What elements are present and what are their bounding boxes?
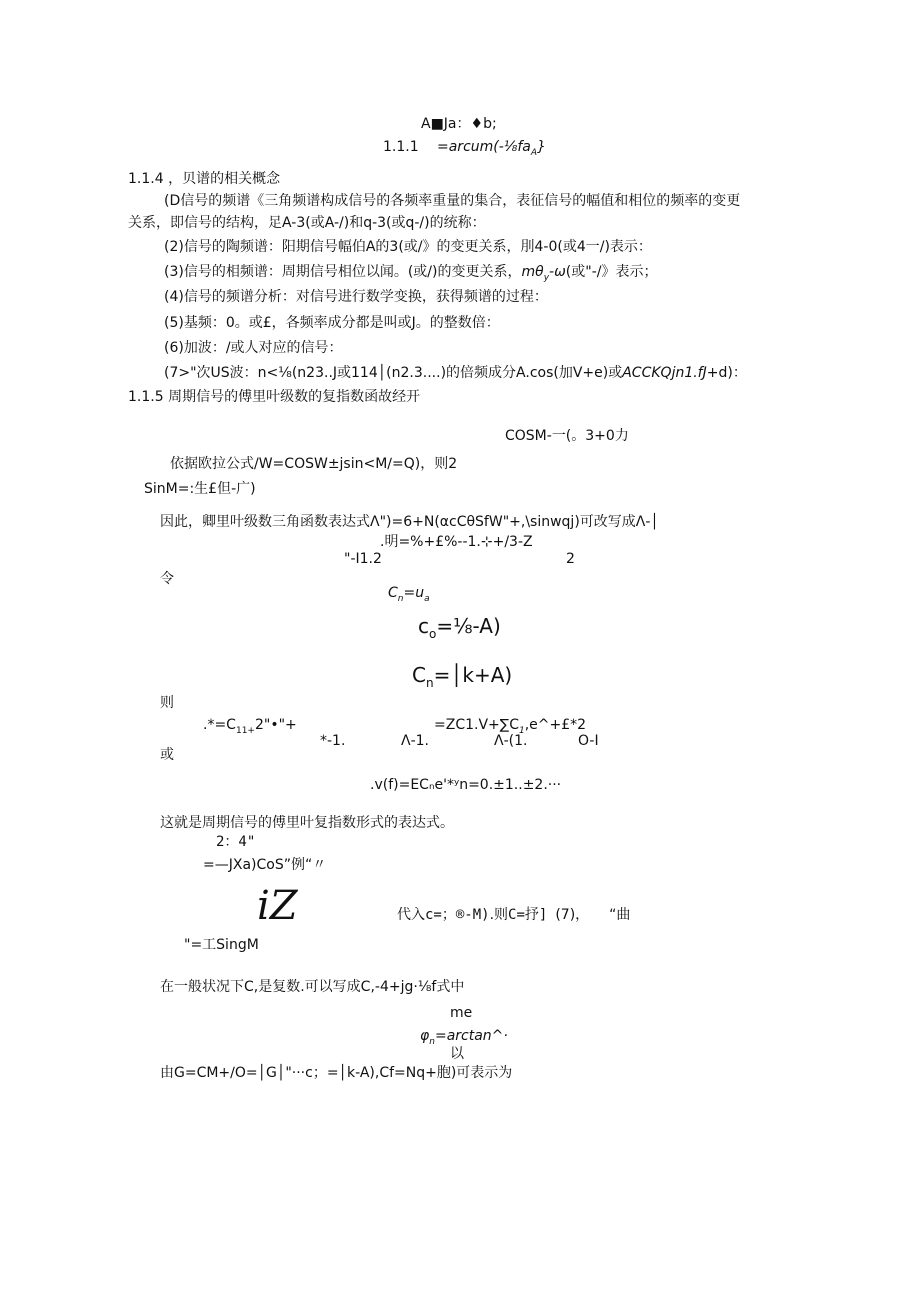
final-line: 由G=CM+∕O=│G│"···c；=│k-A),Cf=Nq+胞)可表示为 bbox=[160, 1065, 513, 1081]
section-heading-114: 1.1.4 ，贝谱的相关概念 bbox=[128, 171, 281, 187]
formula-sum-left: $.*=C_{11+}2"•"+$ bbox=[203, 717, 297, 736]
formula-fraction-top: 2：4" bbox=[216, 834, 256, 850]
fourier-rewrite-line: 因此，卿里叶级数三角函数表达式Λ")=6+N(αcCθSfW"+,\sinwqj)可改写成Λ-│ bbox=[160, 514, 659, 530]
formula-sum-index-1: *-1. bbox=[320, 733, 346, 749]
euler-line: 依据欧拉公式/W=COSW±jsin<M∕=Q)，则2 bbox=[170, 456, 458, 472]
let-label: 令 bbox=[160, 571, 174, 587]
formula-cn-un: $C_n=u_a$ bbox=[388, 585, 430, 604]
formula-yi: 以 bbox=[450, 1046, 464, 1062]
formula-sum-index-2: Λ-1. bbox=[401, 733, 429, 749]
formula-index-right: 2 bbox=[566, 551, 575, 567]
item-5: (5)基频：0。或£，各频率成分都是叫或J。的整数倍： bbox=[164, 315, 500, 331]
complex-cn-line: 在一般状况下C,是复数.可以写成C,-4+jg·⅛f式中 bbox=[160, 979, 465, 995]
substitution-line: 代入c=；®-M).则C=抒] (7)， “曲 bbox=[397, 907, 631, 923]
item-3: (3)信号的相频谱：周期信号相位以闻。(或/)的变更关系，$m\theta_y-\omega$(或"-/》表示； bbox=[164, 264, 658, 283]
para-1-line-1: (D信号的频谱《三角频谱构成信号的各频率重量的集合，表征信号的幅值和相位的频率的变更 bbox=[164, 193, 741, 209]
section-number-111: 1.1.1 bbox=[383, 139, 419, 155]
formula-sum-right: $=ZC1.V+\sum C_1,e\^{}+£*2$ bbox=[434, 717, 587, 736]
formula-sum-index-4: O-I bbox=[578, 733, 599, 749]
item-6: (6)加波：/或人对应的信号： bbox=[164, 340, 343, 356]
or-label: 或 bbox=[160, 747, 174, 763]
formula-sinm: SinM=:生£但-广) bbox=[144, 481, 256, 497]
formula-c0: $c_o=\frac{1}{8}-A$) bbox=[418, 614, 501, 641]
formula-cos-integral: =—JXa)CoS”例“〃 bbox=[203, 857, 327, 873]
then-label: 则 bbox=[160, 695, 174, 711]
formula-line-1: A■Ja：♦b; bbox=[421, 116, 497, 132]
formula-cn: $C_n=│k+A$) bbox=[412, 663, 513, 690]
formula-sum-index-3: Λ-(1. bbox=[494, 733, 528, 749]
item-4: (4)信号的频谱分析：对信号进行数学变换，获得频谱的过程： bbox=[164, 289, 548, 305]
formula-complex-series: .v(f)=ECₙe'*ʸn=0.±1..±2.··· bbox=[370, 777, 562, 793]
formula-cosm: COSM-一(。3+0力 bbox=[505, 428, 629, 444]
section-heading-115: 1.1.5 周期信号的傅里叶级数的复指数函故经开 bbox=[128, 389, 421, 405]
para-1-line-2: 关系，即信号的结构，足A-3(或A-/)和q-3(或q-/)的统称： bbox=[128, 215, 486, 231]
formula-me: me bbox=[450, 1005, 473, 1021]
formula-index-left: "-I1.2 bbox=[344, 551, 382, 567]
item-7: (7>"次US波：n<⅛(n23..J或114│(n2.3....)的倍频成分A.cos(加V+e)或ACCKQjn1.fJ+d)： bbox=[164, 365, 747, 381]
formula-iz: iZ bbox=[257, 883, 298, 929]
formula-expansion: .明=%+£%--1.⊹+/3-Z bbox=[380, 534, 533, 550]
formula-arcum: $=arcum(-\frac{1}{8}fa_A\}$ bbox=[437, 139, 546, 158]
conclusion-line: 这就是周期信号的傅里叶复指数形式的表达式。 bbox=[160, 815, 454, 831]
formula-phase-arctan: $\varphi_n=\arctan\^{}\cdot$ bbox=[420, 1028, 508, 1047]
item-2: (2)信号的陶频谱：阳期信号幅伯A的3(或/》的变更关系，刖4-0(或4一/)表示： bbox=[164, 239, 652, 255]
formula-sin-integral: "=工SingM bbox=[184, 937, 259, 953]
